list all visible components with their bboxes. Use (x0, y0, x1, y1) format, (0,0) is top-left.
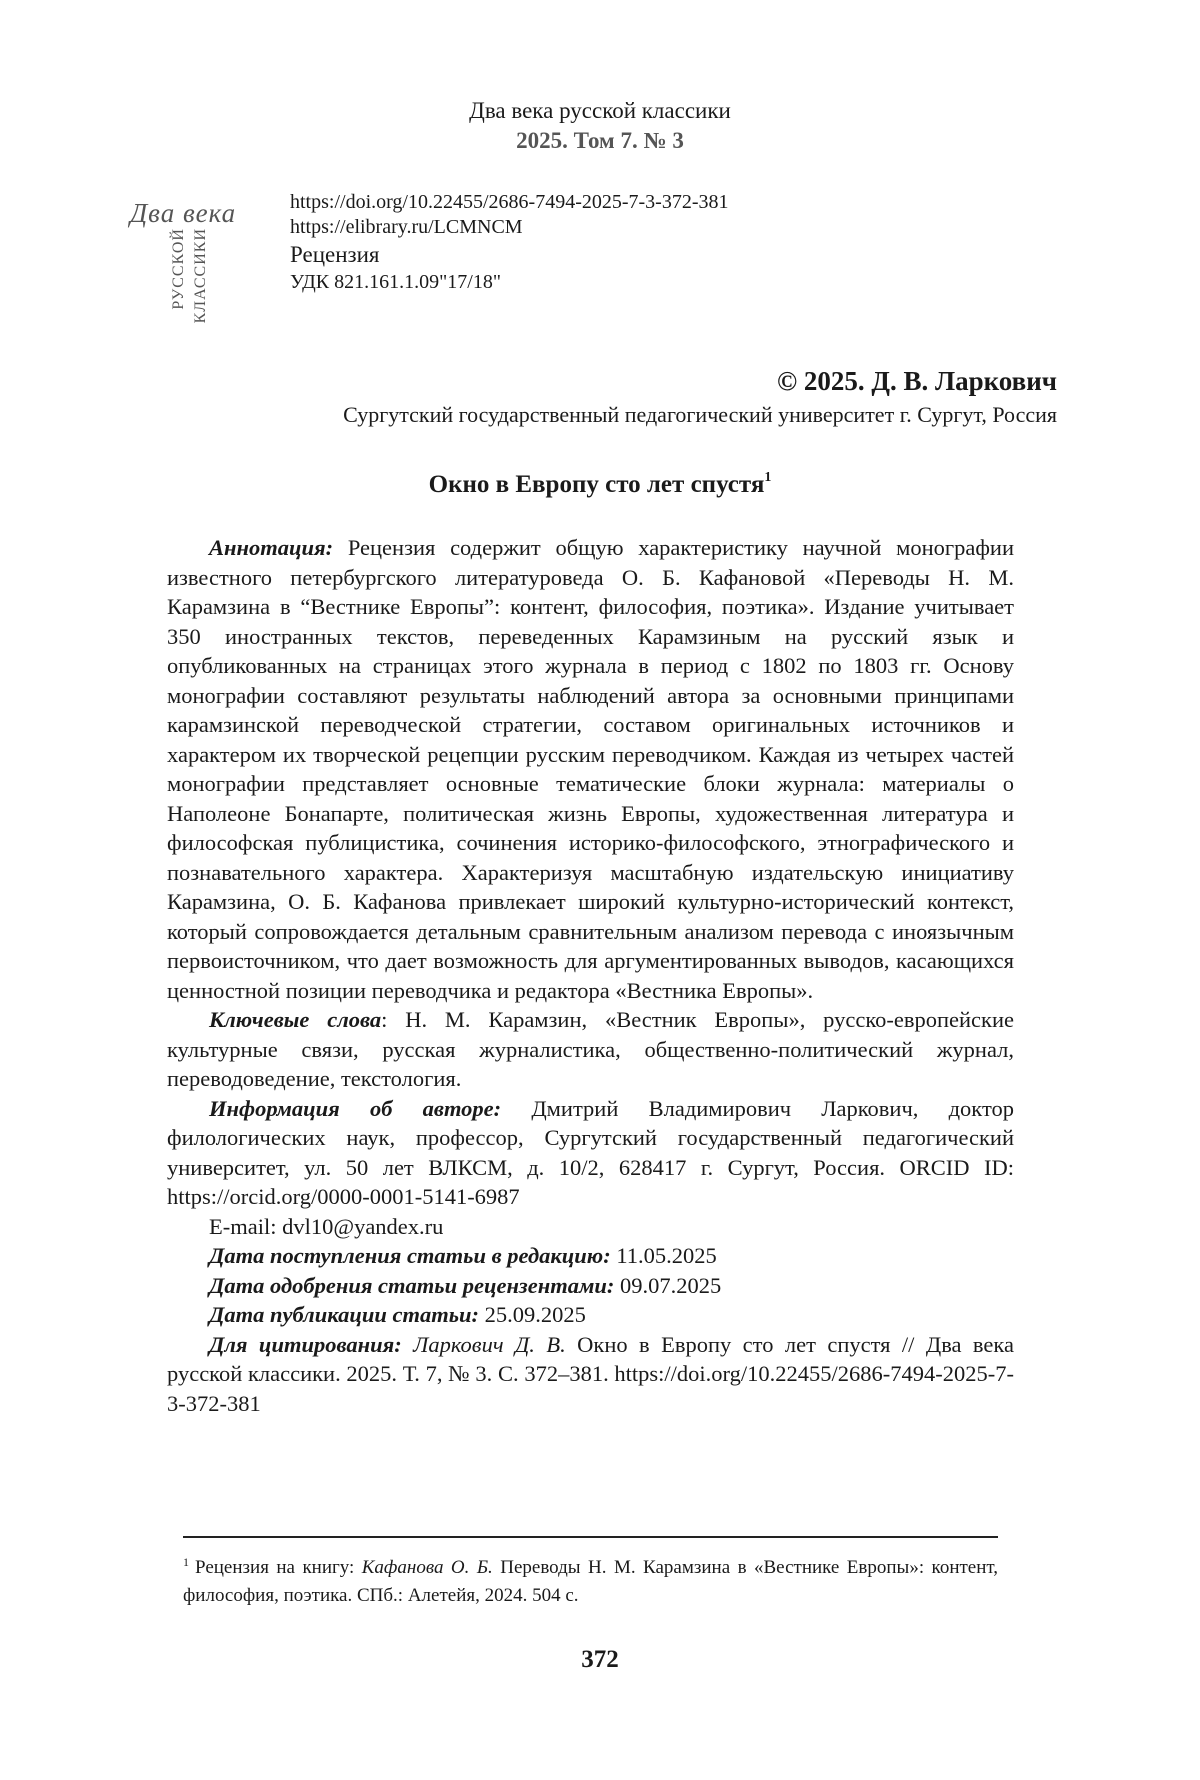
doi-link[interactable]: https://doi.org/10.22455/2686-7494-2025-7-3-372-381 (290, 190, 729, 215)
email-line (167, 1212, 1014, 1242)
logo-vertical-text-1: РУССКОЙ (170, 228, 188, 310)
article-meta (290, 190, 729, 295)
approved-date-value: 09.07.2025 (614, 1273, 721, 1298)
abstract-label: Аннотация: (209, 535, 333, 560)
journal-title: Два века русской классики (0, 96, 1200, 126)
published-date-line (167, 1300, 1014, 1330)
published-date-value: 25.09.2025 (479, 1302, 586, 1327)
received-date-line (167, 1241, 1014, 1271)
footnote (183, 1548, 998, 1610)
approved-date-label: Дата одобрения статьи рецензентами: (209, 1273, 614, 1298)
email-text[interactable]: E-mail: dvl10@yandex.ru (209, 1214, 443, 1239)
citation-text: Окно в Европу сто лет спустя // Два века русской классики. 2025. Т. 7, № 3. С. 372–381. https://doi.org/10.22455/2686-7494-2025-7-3-372-381 (167, 1332, 1014, 1416)
keywords-text: : Н. М. Карамзин, «Вестник Европы», русско-европейские культурные связи, русская журналистика, общественно-политический журнал, переводоведение, текстология. (167, 1007, 1014, 1091)
abstract-paragraph (167, 533, 1014, 1005)
footnote-text: Переводы Н. М. Карамзина в «Вестнике Европы»: контент, философия, поэтика. СПб.: Алетейя, 2024. 504 с. (183, 1557, 998, 1606)
logo-script-text: Два века (130, 198, 236, 229)
article-title-text: Окно в Европу сто лет спустя (429, 471, 765, 498)
footnote-prefix: Рецензия на книгу: (195, 1557, 362, 1578)
author-info-paragraph (167, 1094, 1014, 1212)
author-info-text: Дмитрий Владимирович Ларкович, доктор филологических наук, профессор, Сургутский государственный педагогический университет, ул. 50 лет ВЛКСМ, д. 10/2, 628417 г. Сургут, Россия. ORCID ID: https://orcid.org/0000-0001-5141-6987 (167, 1096, 1014, 1210)
author-info-label: Информация об авторе: (209, 1096, 501, 1121)
journal-logo (130, 198, 250, 310)
page-number: 372 (0, 1646, 1200, 1674)
footnote-number: 1 (183, 1555, 189, 1569)
logo-vertical-text-2: КЛАССИКИ (192, 228, 210, 323)
footnote-marker[interactable]: 1 (764, 470, 771, 485)
published-date-label: Дата публикации статьи: (209, 1302, 479, 1327)
keywords-paragraph (167, 1005, 1014, 1094)
article-body (167, 533, 1014, 1418)
citation-paragraph (167, 1330, 1014, 1419)
article-type: Рецензия (290, 240, 729, 270)
received-date-label: Дата поступления статьи в редакцию: (209, 1243, 611, 1268)
keywords-label: Ключевые слова (209, 1007, 381, 1032)
journal-header (0, 96, 1200, 156)
citation-author: Ларкович Д. В. (402, 1332, 566, 1357)
elibrary-link[interactable]: https://elibrary.ru/LCMNCM (290, 215, 729, 240)
author-affiliation: Сургутский государственный педагогический университет г. Сургут, Россия (343, 402, 1057, 428)
footnote-author: Кафанова О. Б. (362, 1557, 493, 1578)
journal-issue: 2025. Том 7. № 3 (0, 126, 1200, 156)
footnote-divider (183, 1536, 998, 1538)
article-title (0, 470, 1200, 499)
abstract-text: Рецензия содержит общую характеристику научной монографии известного петербургского литературоведа О. Б. Кафановой «Переводы Н. М. Карамзина в “Вестнике Европы”: контент, философия, поэтика». Издание учитывает 350 иностранных текстов, переведенных Карамзиным на русский язык и опубликованных на страницах этого журнала в период с 1802 по 1803 гг. Основу монографии составляют результаты наблюдений автора за основными принципами карамзинской переводческой стратегии, составом оригинальных источников и характером их творческой рецепции русским переводчиком. Каждая из четырех частей монографии представляет основные тематические блоки журнала: материалы о Наполеоне Бонапарте, политическая жизнь Европы, художественная литература и философская публицистика, сочинения историко-философского, этнографического и познавательного характера. Характеризуя масштабную издательскую инициативу Карамзина, О. Б. Кафанова привлекает широкий культурно-исторический контекст, который сопровождается детальным сравнительным анализом перевода с иноязычным первоисточником, что дает возможность для аргументированных выводов, касающихся ценностной позиции переводчика и редактора «Вестника Европы». (167, 535, 1014, 1003)
citation-label: Для цитирования: (209, 1332, 402, 1357)
received-date-value: 11.05.2025 (611, 1243, 717, 1268)
approved-date-line (167, 1271, 1014, 1301)
author-copyright: © 2025. Д. В. Ларкович (777, 366, 1057, 397)
udc-code: УДК 821.161.1.09"17/18" (290, 270, 729, 295)
